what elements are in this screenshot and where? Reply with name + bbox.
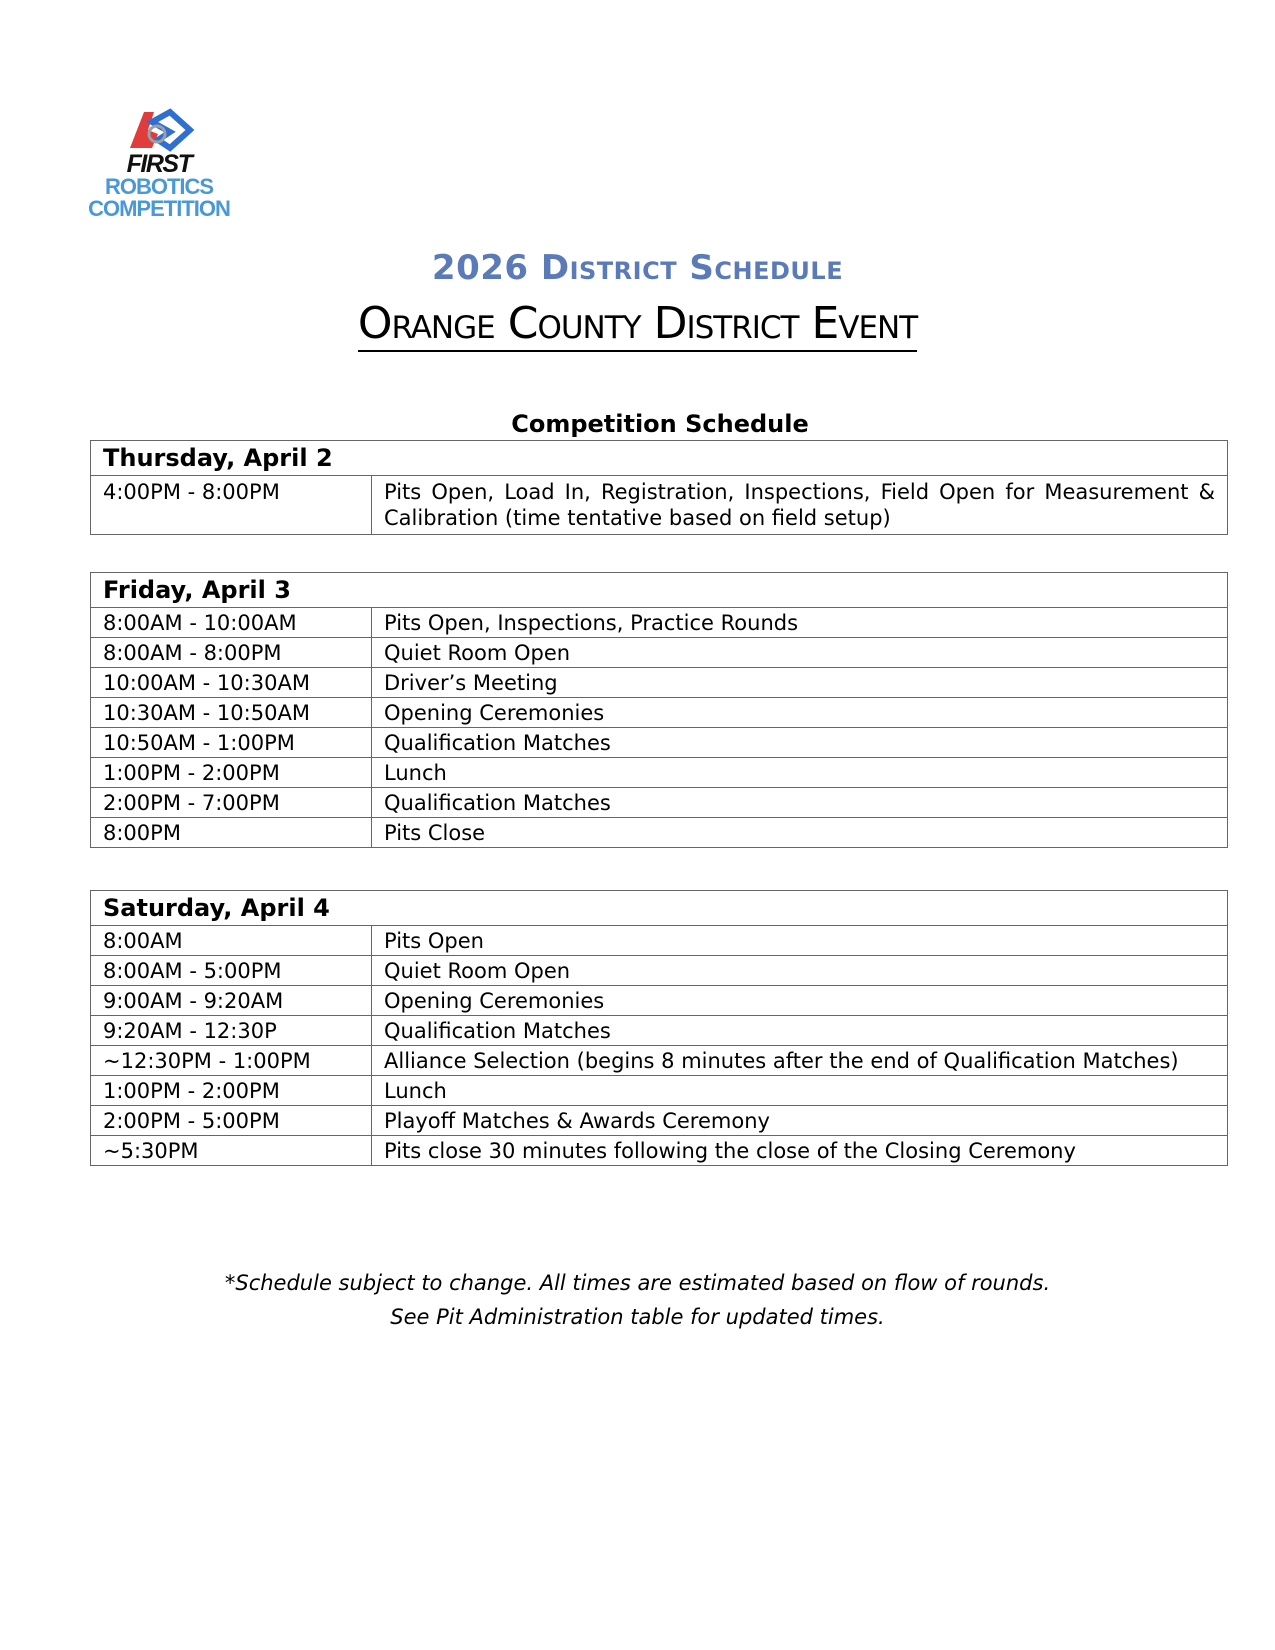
time-cell: ~12:30PM - 1:00PM — [91, 1046, 372, 1076]
table-row — [91, 1136, 1228, 1166]
table-row — [91, 1106, 1228, 1136]
activity-cell: Opening Ceremonies — [372, 698, 1228, 728]
activity-cell: Qualification Matches — [372, 728, 1228, 758]
day-header-row — [91, 891, 1228, 926]
activity-cell: Pits Close — [372, 818, 1228, 848]
time-cell: 1:00PM - 2:00PM — [91, 1076, 372, 1106]
logo-line-competition: COMPETITION — [88, 196, 230, 221]
table-row — [91, 986, 1228, 1016]
activity-cell: Pits Open, Load In, Registration, Inspections, Field Open for Measurement & Calibration (time tentative based on field setup) — [372, 476, 1228, 535]
logo-line-robotics: ROBOTICS — [104, 174, 214, 199]
table-row — [91, 818, 1228, 848]
competition-schedule-heading: Competition Schedule — [511, 410, 809, 438]
first-wordmark: FIRST — [126, 150, 192, 178]
activity-cell: Pits Open — [372, 926, 1228, 956]
time-cell: 2:00PM - 7:00PM — [91, 788, 372, 818]
table-row — [91, 788, 1228, 818]
time-cell: 1:00PM - 2:00PM — [91, 758, 372, 788]
table-row — [91, 728, 1228, 758]
table-row — [91, 926, 1228, 956]
thursday-schedule-table — [90, 440, 1228, 535]
activity-cell: Alliance Selection (begins 8 minutes after the end of Qualification Matches) — [372, 1046, 1228, 1076]
footnote-line-2: See Pit Administration table for updated times. — [390, 1305, 885, 1329]
activity-cell: Playoff Matches & Awards Ceremony — [372, 1106, 1228, 1136]
activity-cell: Opening Ceremonies — [372, 986, 1228, 1016]
time-cell: 8:00AM - 8:00PM — [91, 638, 372, 668]
saturday-schedule-table — [90, 890, 1228, 1166]
activity-cell: Qualification Matches — [372, 788, 1228, 818]
time-cell: 8:00AM — [91, 926, 372, 956]
activity-cell: Lunch — [372, 758, 1228, 788]
time-cell: 9:20AM - 12:30P — [91, 1016, 372, 1046]
day-header-row — [91, 573, 1228, 608]
table-row — [91, 476, 1228, 535]
event-title-text: Orange County District Event — [358, 298, 917, 352]
table-row — [91, 1076, 1228, 1106]
time-cell: 8:00PM — [91, 818, 372, 848]
activity-cell: Quiet Room Open — [372, 956, 1228, 986]
day-header-row — [91, 441, 1228, 476]
time-cell: ~5:30PM — [91, 1136, 372, 1166]
table-row — [91, 758, 1228, 788]
schedule-footnote — [0, 1266, 1275, 1334]
activity-cell: Lunch — [372, 1076, 1228, 1106]
activity-cell: Quiet Room Open — [372, 638, 1228, 668]
time-cell: 9:00AM - 9:20AM — [91, 986, 372, 1016]
day-label: Thursday, April 2 — [91, 441, 1228, 476]
time-cell: 8:00AM - 10:00AM — [91, 608, 372, 638]
table-row — [91, 608, 1228, 638]
friday-schedule-table — [90, 572, 1228, 848]
first-logo-icon — [124, 108, 194, 154]
day-label: Saturday, April 4 — [91, 891, 1228, 926]
time-cell: 10:50AM - 1:00PM — [91, 728, 372, 758]
time-cell: 8:00AM - 5:00PM — [91, 956, 372, 986]
activity-cell: Qualification Matches — [372, 1016, 1228, 1046]
schedule-subtitle: 2026 District Schedule — [431, 248, 844, 288]
activity-cell: Driver’s Meeting — [372, 668, 1228, 698]
activity-cell: Pits Open, Inspections, Practice Rounds — [372, 608, 1228, 638]
table-row — [91, 956, 1228, 986]
table-row — [91, 1046, 1228, 1076]
table-row — [91, 638, 1228, 668]
time-cell: 10:30AM - 10:50AM — [91, 698, 372, 728]
table-row — [91, 1016, 1228, 1046]
time-cell: 4:00PM - 8:00PM — [91, 476, 372, 535]
event-title — [0, 298, 1275, 349]
day-label: Friday, April 3 — [91, 573, 1228, 608]
footnote-line-1: *Schedule subject to change. All times are estimated based on flow of rounds. — [224, 1271, 1051, 1295]
time-cell: 2:00PM - 5:00PM — [91, 1106, 372, 1136]
activity-cell: Pits close 30 minutes following the close of the Closing Ceremony — [372, 1136, 1228, 1166]
first-robotics-logo — [84, 108, 234, 238]
table-row — [91, 698, 1228, 728]
time-cell: 10:00AM - 10:30AM — [91, 668, 372, 698]
table-row — [91, 668, 1228, 698]
